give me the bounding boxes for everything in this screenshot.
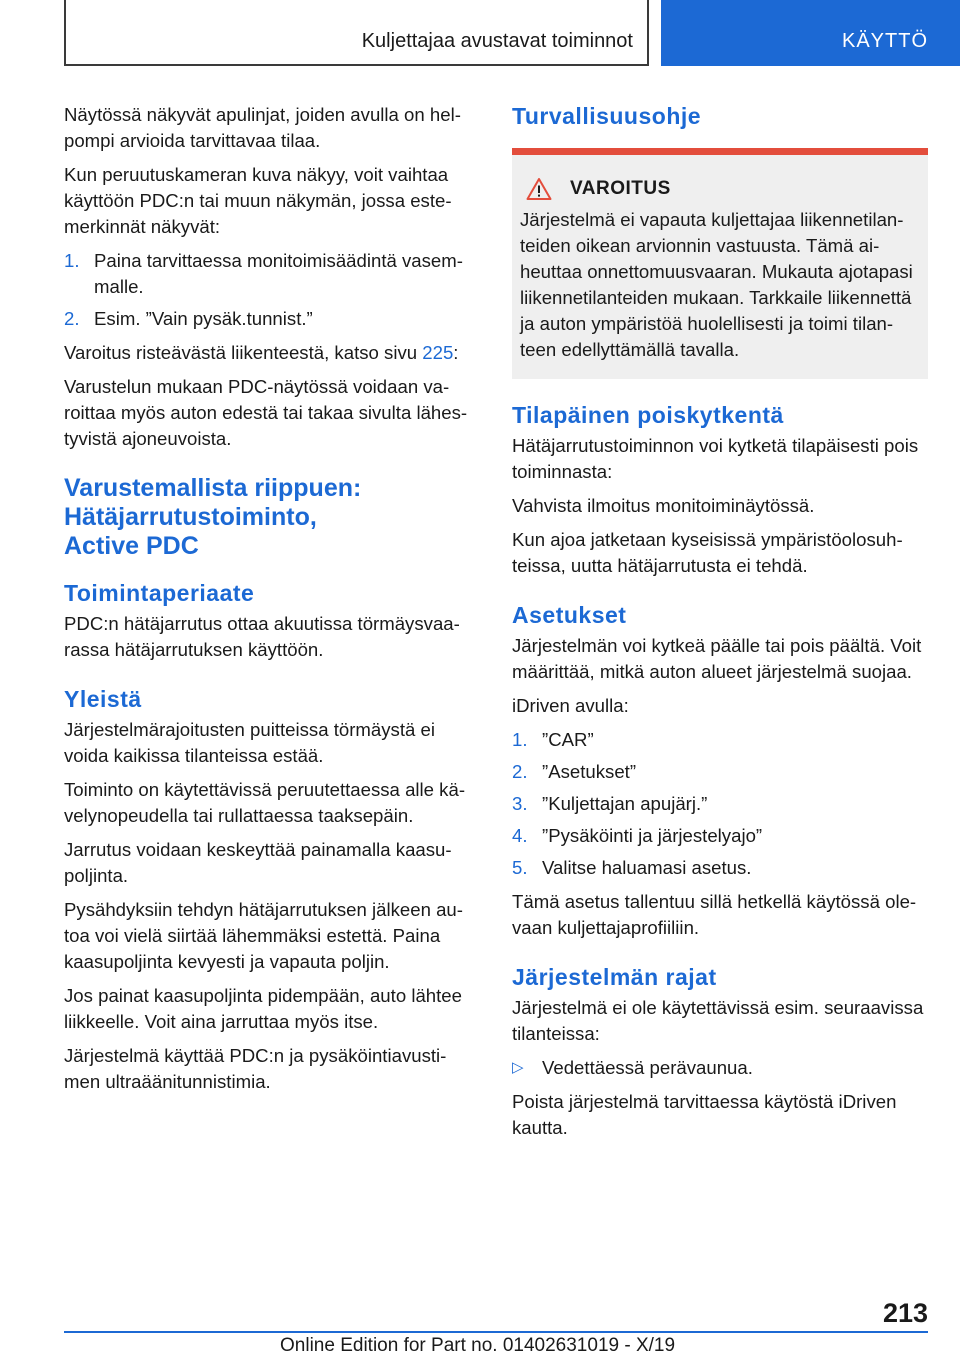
paragraph: Kun peruutuskameran kuva näkyy, voit vaihtaa käyttöön PDC:n tai muun näkymän, jossa este-merkinnät näkyvät:: [64, 164, 452, 237]
step-text: Esim. ”Vain pysäk.tunnist.”: [94, 308, 313, 329]
section-tab: [661, 0, 960, 66]
step-number: 2.: [512, 761, 528, 782]
section-title-line: Varustemallista riippuen:: [64, 474, 362, 502]
page-link[interactable]: 225: [422, 342, 454, 363]
warning-header: [520, 177, 920, 201]
step-number: 2.: [64, 308, 80, 329]
paragraph: Poista järjestelmä tarvittaessa käytöstä iDriven kautta.: [512, 1091, 897, 1138]
step-text: ”Asetukset”: [542, 761, 637, 782]
chapter-title: Kuljettajaa avustavat toiminnot: [361, 30, 633, 52]
footer-divider: [64, 1331, 928, 1333]
list-item: [512, 1055, 928, 1081]
paragraph-text: Varoitus risteävästä liikenteestä, katso sivu: [64, 342, 423, 363]
paragraph: Järjestelmärajoitusten puitteissa törmäystä ei voida kaikissa tilanteissa estää.: [64, 719, 436, 766]
paragraph: [64, 340, 478, 366]
paragraph: Näytössä näkyvät apulinjat, joiden avulla on hel-pompi arvioida tarvittavaa tilaa.: [64, 104, 461, 151]
section-tab-label: KÄYTTÖ: [841, 30, 928, 52]
paragraph: Jos painat kaasupoljinta pidempään, auto lähtee liikkeelle. Voit aina jarruttaa myös itse.: [64, 985, 462, 1032]
paragraph: Pysähdyksiin tehdyn hätäjarrutuksen jälkeen au-toa voi vielä siirtää lähemmäksi estettä. Paina kaasupoljinta kevyesti ja vapauta poljin.: [64, 899, 463, 972]
warning-text: Järjestelmä ei vapauta kuljettajaa liikennetilan-teiden oikean arvionnin vastuusta. Tämä ai-heuttaa onnettomuusvaaran. Mukauta ajotapasi liikennetilanteiden mukaan. Tarkkaile liikennettä ja auton ympäristöä huolellisesti ja toimi tilan-teen edellyttämällä tavalla.: [520, 209, 913, 360]
settings-steps-list: [512, 727, 928, 881]
step-text: ”Pysäköinti ja järjestelyajo”: [542, 825, 763, 846]
step-text: Paina tarvittaessa monitoimisäädintä vasem-malle.: [94, 250, 463, 297]
left-column: [64, 102, 478, 1103]
step-number: 5.: [512, 857, 528, 878]
paragraph: iDriven avulla:: [512, 695, 629, 716]
list-item: [512, 727, 928, 753]
bullet-text: Vedettäessä perävaunua.: [542, 1057, 753, 1078]
paragraph: Varustelun mukaan PDC-näytössä voidaan va-roittaa myös auton edestä tai takaa sivulta lähes-tyvistä ajoneuvoista.: [64, 376, 468, 449]
right-column: [512, 102, 928, 1149]
list-item: [64, 248, 478, 300]
footer-edition: Online Edition for Part no. 01402631019 - X/19: [280, 1335, 676, 1356]
warning-box: [512, 148, 928, 379]
step-number: 4.: [512, 825, 528, 846]
subheading-safety: Turvallisuusohje: [512, 103, 702, 129]
list-item: [512, 855, 928, 881]
list-item: [512, 823, 928, 849]
list-item: [64, 306, 478, 332]
subheading-temporary-disable: Tilapäinen poiskytkentä: [512, 402, 784, 428]
paragraph: Järjestelmä käyttää PDC:n ja pysäköintiavusti-men ultraäänitunnistimia.: [64, 1045, 447, 1092]
warning-triangle-icon: [526, 177, 552, 201]
step-number: 1.: [64, 250, 80, 271]
step-number: 3.: [512, 793, 528, 814]
limits-bullet-list: [512, 1055, 928, 1081]
section-title: [64, 474, 478, 561]
subheading-settings: Asetukset: [512, 602, 627, 628]
subheading-general: Yleistä: [64, 686, 142, 712]
list-item: [512, 759, 928, 785]
paragraph: PDC:n hätäjarrutus ottaa akuutissa törmäysvaa-rassa hätäjarrutuksen käyttöön.: [64, 613, 460, 660]
paragraph: Tämä asetus tallentuu sillä hetkellä käytössä ole-vaan kuljettajaprofiiliin.: [512, 891, 917, 938]
step-text: ”Kuljettajan apujärj.”: [542, 793, 708, 814]
warning-title: VAROITUS: [570, 178, 671, 199]
step-number: 1.: [512, 729, 528, 750]
list-item: [512, 791, 928, 817]
paragraph: Jarrutus voidaan keskeyttää painamalla kaasu-poljinta.: [64, 839, 452, 886]
paragraph: Toiminto on käytettävissä peruutettaessa alle kä-velynopeudella tai rullattaessa taaksepäin.: [64, 779, 466, 826]
header-title-box: [64, 0, 649, 66]
section-title-line: Active PDC: [64, 532, 199, 560]
subheading-principle: Toimintaperiaate: [64, 580, 255, 606]
page-number: 213: [882, 1298, 928, 1328]
paragraph: Kun ajoa jatketaan kyseisissä ympäristöolosuh-teissa, uutta hätäjarrutusta ei tehdä.: [512, 529, 903, 576]
paragraph: Järjestelmä ei ole käytettävissä esim. seuraavissa tilanteissa:: [512, 997, 924, 1044]
bullet-triangle-icon: ▷: [512, 1059, 524, 1076]
section-title-line: Hätäjarrutustoiminto,: [64, 503, 317, 531]
subheading-system-limits: Järjestelmän rajat: [512, 964, 717, 990]
steps-list: [64, 248, 478, 332]
paragraph: Järjestelmän voi kytkeä päälle tai pois päältä. Voit määrittää, mitkä auton alueet järjestelmä suojaa.: [512, 635, 922, 682]
step-text: Valitse haluamasi asetus.: [542, 857, 752, 878]
paragraph-text: :: [453, 342, 459, 363]
paragraph: Vahvista ilmoitus monitoiminäytössä.: [512, 495, 815, 516]
paragraph: Hätäjarrutustoiminnon voi kytketä tilapäisesti pois toiminnasta:: [512, 435, 919, 482]
step-text: ”CAR”: [542, 729, 594, 750]
